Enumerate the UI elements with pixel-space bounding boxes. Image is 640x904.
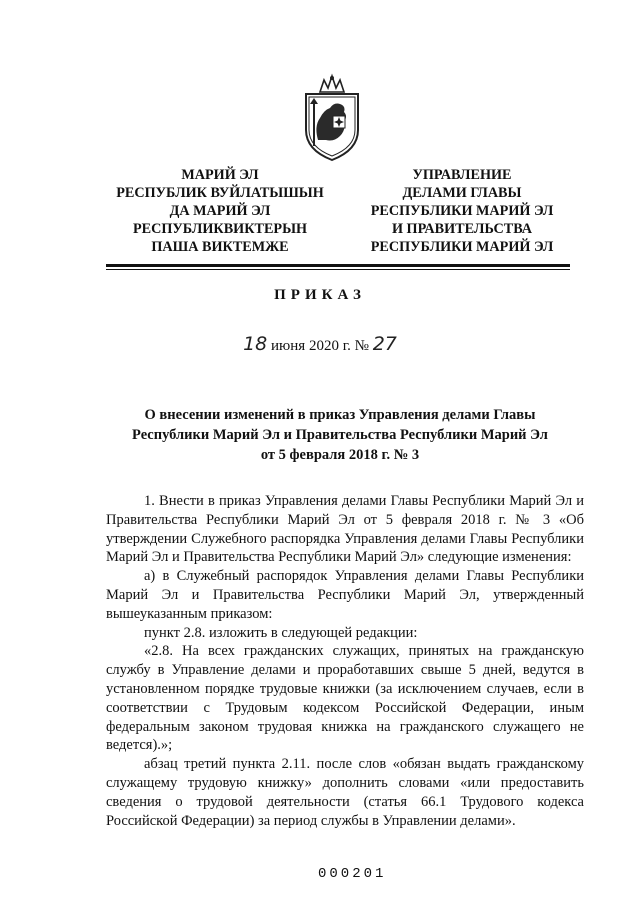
header-left-line: РЕСПУБЛИКВИКТЕРЫН	[132, 221, 308, 237]
page-number: 000201	[318, 866, 387, 882]
order-body	[106, 492, 584, 830]
subject-line: Республики Марий Эл и Правительства Республики Марий Эл	[132, 427, 548, 443]
header-left-block	[100, 166, 340, 256]
body-paragraph: абзац третий пункта 2.11. после слов «обязан выдать гражданскому служащему трудовую книжку» дополнить словами «или предоставить сведения о трудовой деятельности (статья 66.1 Трудового кодекса Российской Федерации) за период службы в Управлении делами».	[106, 756, 584, 829]
header-left-line: РЕСПУБЛИК ВУЙЛАТЫШЫН	[116, 185, 324, 201]
header-left-line: ДА МАРИЙ ЭЛ	[169, 203, 271, 219]
handwritten-number: 27	[372, 333, 397, 355]
header-divider-thick	[106, 264, 570, 267]
order-date-line	[0, 333, 640, 355]
header-left-line: ПАША ВИКТЕМЖЕ	[151, 239, 289, 255]
header-right-line: И ПРАВИТЕЛЬСТВА	[391, 221, 533, 237]
subject-line: от 5 февраля 2018 г. № 3	[260, 447, 420, 463]
order-date-text: июня 2020 г. №	[271, 338, 369, 354]
body-paragraph: пункт 2.8. изложить в следующей редакции:	[144, 624, 418, 641]
header-left-line: МАРИЙ ЭЛ	[181, 167, 259, 183]
header-right-line: ДЕЛАМИ ГЛАВЫ	[402, 185, 522, 201]
body-paragraph: 1. Внести в приказ Управления делами Главы Республики Марий Эл и Правительства Республики Марий Эл от 5 февраля 2018 г. № 3 «Об утверждении Служебного распорядка Управления делами Главы Республики Марий Эл и Правительства Республики Марий Эл» следующие изменения:	[106, 493, 584, 566]
header-right-line: РЕСПУБЛИКИ МАРИЙ ЭЛ	[370, 239, 554, 255]
order-title: ПРИКАЗ	[274, 287, 366, 303]
header-divider-thin	[106, 269, 570, 270]
subject-line: О внесении изменений в приказ Управления делами Главы	[144, 407, 536, 423]
header-right-line: УПРАВЛЕНИЕ	[412, 167, 512, 183]
body-paragraph: «2.8. На всех гражданских служащих, принятых на гражданскую службу в Управление делами и проработавших свыше 5 дней, ведутся в установленном порядке трудовые книжки (за исключением случаев, если в соответствии с Трудовым кодексом Российской Федерации, иным федеральным законом трудовая книжка на гражданского служащего не ведется).»;	[106, 643, 584, 754]
handwritten-day: 18	[243, 333, 268, 355]
coat-of-arms-emblem	[300, 70, 364, 162]
order-subject	[100, 405, 580, 465]
body-paragraph: а) в Служебный распорядок Управления делами Главы Республики Марий Эл и Правительства Республики Марий Эл, утвержденный вышеуказанным приказом:	[106, 568, 584, 622]
header-right-block	[352, 166, 572, 256]
header-right-line: РЕСПУБЛИКИ МАРИЙ ЭЛ	[370, 203, 554, 219]
